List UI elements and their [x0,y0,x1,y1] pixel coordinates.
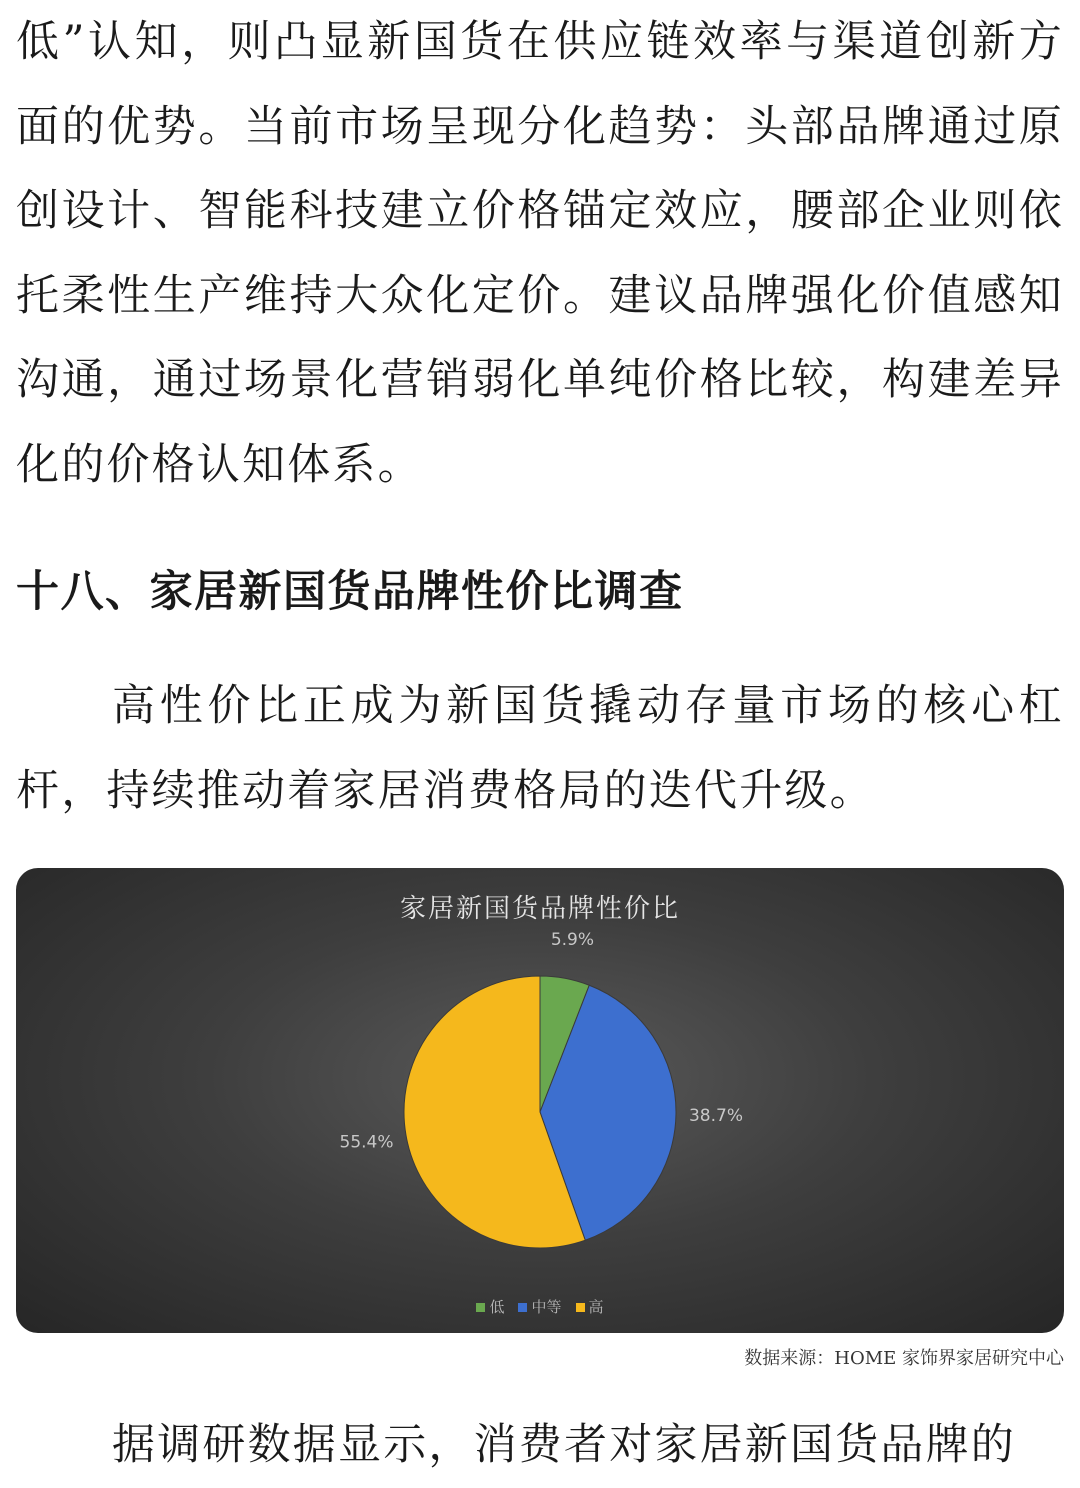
pie-slice-label-2: 38.7% [688,1105,743,1126]
pie-chart-card [16,868,1064,1333]
chart-title: 家居新国货品牌性价比 [399,894,680,924]
pie-chart [16,868,1064,1333]
section-heading: 十八、家居新国货品牌性价比调查 [16,567,684,617]
legend-item-2 [518,1296,561,1317]
legend-label: 中等 [531,1298,562,1316]
legend-swatch-icon [576,1303,585,1312]
legend-item-1 [476,1296,504,1317]
intro-paragraph: 高性价比正成为新国货撬动存量市场的核心杠杆，持续推动着家居消费格局的迭代升级。 [16,681,1064,816]
data-source-note: 数据来源：HOME 家饰界家居研究中心 [744,1348,1064,1369]
pie-slice-label-1: 5.9% [550,930,595,951]
pie-slice-label-3: 55.4% [339,1132,394,1153]
legend-swatch-icon [476,1303,485,1312]
chart-legend [16,1296,1064,1317]
legend-swatch-icon [518,1303,527,1312]
article-paragraph: 低”认知，则凸显新国货在供应链效率与渠道创新方面的优势。当前市场呈现分化趋势：头部品牌通过原创设计、智能科技建立价格锚定效应，腰部企业则依托柔性生产维持大众化定价。建议品牌强化价值感知沟通，通过场景化营销弱化单纯价格比较，构建差异化的价格认知体系。 [16,17,1064,490]
followup-paragraph: 据调研数据显示，消费者对家居新国货品牌的 [112,1420,1016,1470]
legend-item-3 [576,1296,604,1317]
legend-label: 高 [588,1298,604,1316]
legend-label: 低 [489,1298,505,1316]
